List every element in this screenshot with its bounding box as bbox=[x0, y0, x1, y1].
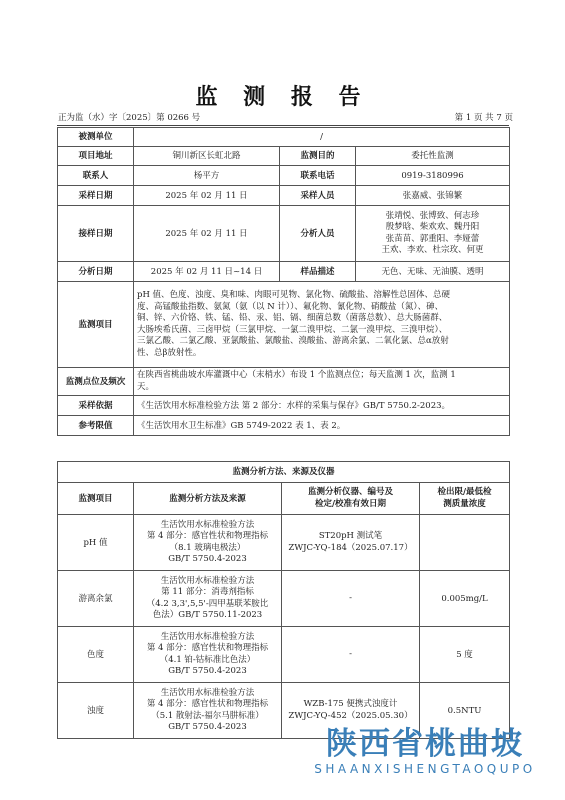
method-line: 第 4 部分：感官性状和物理指标 bbox=[146, 699, 269, 709]
sampler-label: 采样人员 bbox=[280, 186, 356, 206]
col-header-limit-line: 测质量浓度 bbox=[443, 498, 486, 509]
methods-table bbox=[57, 461, 510, 739]
analyst-line: 殷梦晗、柴欢欢、魏丹阳 bbox=[385, 222, 480, 232]
phone-value: 0919-3180996 bbox=[356, 166, 510, 186]
method-line: GB/T 5750.4-2023 bbox=[168, 554, 247, 564]
points-value bbox=[134, 368, 510, 396]
row-instrument bbox=[282, 627, 420, 683]
row-method bbox=[134, 515, 282, 571]
purpose-value: 委托性监测 bbox=[356, 147, 510, 166]
analyst-line: 王欢、李欢、杜宗玫、何更 bbox=[381, 245, 484, 255]
table-row bbox=[58, 515, 510, 571]
row-limit: 0.005mg/L bbox=[420, 571, 510, 627]
receive-date-label: 接样日期 bbox=[58, 206, 134, 262]
analysis-date-value: 2025 年 02 月 11 日~14 日 bbox=[134, 262, 280, 282]
contact-value: 杨平方 bbox=[134, 166, 280, 186]
points-line: 在陕西省桃曲坡水库灌溉中心（末梢水）布设 1 个监测点位；每天监测 1 次，监测 1 bbox=[137, 370, 456, 380]
row-item: 色度 bbox=[58, 627, 134, 683]
purpose-label: 监测目的 bbox=[280, 147, 356, 166]
unit-label: 被测单位 bbox=[58, 128, 134, 147]
col-header-item: 监测项目 bbox=[58, 483, 134, 515]
page-indicator: 第 1 页 共 7 页 bbox=[454, 113, 513, 123]
items-line: 大肠埃希氏菌、三卤甲烷（三氯甲烷、一氯二溴甲烷、二氯一溴甲烷、三溴甲烷）、 bbox=[137, 324, 448, 335]
col-header-limit-line: 检出限/最低检 bbox=[437, 487, 492, 497]
method-line: 生活饮用水标准检验方法 bbox=[160, 631, 255, 642]
method-line: 第 11 部分：消毒剂指标 bbox=[161, 587, 254, 597]
row-instrument bbox=[282, 571, 420, 627]
analyst-label: 分析人员 bbox=[280, 206, 356, 262]
row-method bbox=[134, 683, 282, 739]
basis-value: 《生活饮用水标准检验方法 第 2 部分：水样的采集与保存》GB/T 5750.2-2023。 bbox=[134, 396, 510, 416]
basis-label: 采样依据 bbox=[58, 396, 134, 416]
instrument-line: ZWJC-YQ-452（2025.05.30） bbox=[288, 710, 413, 721]
header-rule bbox=[57, 125, 509, 126]
method-line: GB/T 5750.4-2023 bbox=[168, 666, 247, 676]
sample-date-label: 采样日期 bbox=[58, 186, 134, 206]
points-line: 天。 bbox=[137, 381, 155, 392]
contact-label: 联系人 bbox=[58, 166, 134, 186]
method-line: （5.1 散射法-福尔马肼标准） bbox=[151, 710, 264, 721]
items-line: 三氯乙酸、二氯乙酸、亚氯酸盐、氯酸盐、溴酸盐、游离余氯、二氧化氯、总α放射 bbox=[137, 336, 449, 346]
items-label: 监测项目 bbox=[58, 282, 134, 368]
items-line: 性、总β放射性。 bbox=[137, 347, 202, 358]
row-limit bbox=[420, 515, 510, 571]
row-instrument bbox=[282, 515, 420, 571]
instrument-line: ST20pH 测试笔 bbox=[318, 531, 383, 541]
method-line: 色法）GB/T 5750.11-2023 bbox=[152, 610, 263, 620]
points-label: 监测点位及频次 bbox=[58, 368, 134, 396]
analysis-date-label: 分析日期 bbox=[58, 262, 134, 282]
address-label: 项目地址 bbox=[58, 147, 134, 166]
report-title: 监 测 报 告 bbox=[195, 84, 370, 110]
watermark-en: SHAANXISHENGTAOQUPO bbox=[314, 762, 536, 776]
instrument-line: - bbox=[349, 648, 352, 659]
row-limit: 0.5NTU bbox=[420, 683, 510, 739]
methods-section-title: 监测分析方法、来源及仪器 bbox=[58, 462, 510, 483]
method-line: 第 4 部分：感官性状和物理指标 bbox=[146, 643, 269, 653]
col-header-instrument-line: 监测分析仪器、编号及 bbox=[307, 487, 393, 497]
table-row bbox=[58, 571, 510, 627]
watermark-cn: 陕西省桃曲坡 bbox=[326, 726, 524, 762]
items-list bbox=[134, 282, 510, 368]
row-item: pH 值 bbox=[58, 515, 134, 571]
col-header-instrument-line: 检定/校准有效日期 bbox=[314, 498, 387, 509]
method-line: （4.1 铂-钴标准比色法） bbox=[159, 654, 256, 665]
col-header-limit bbox=[420, 483, 510, 515]
unit-value: / bbox=[134, 128, 510, 147]
report-info-table bbox=[57, 127, 510, 436]
analyst-list bbox=[356, 206, 510, 262]
table-row bbox=[58, 627, 510, 683]
row-method bbox=[134, 571, 282, 627]
items-line: pH 值、色度、浊度、臭和味、肉眼可见物、氯化物、硫酸盐、溶解性总固体、总硬 bbox=[137, 290, 451, 300]
method-line: （4.2 3,3',5,5'-四甲基联苯胺比 bbox=[146, 598, 269, 609]
method-line: 生活饮用水标准检验方法 bbox=[160, 575, 255, 586]
analyst-line: 张苗苗、郭重阳、李娅蕾 bbox=[385, 233, 480, 244]
row-item: 浊度 bbox=[58, 683, 134, 739]
items-line: 铜、锌、六价铬、铁、锰、铅、汞、铝、镉、细菌总数（菌落总数）、总大肠菌群、 bbox=[137, 313, 448, 323]
method-line: 生活饮用水标准检验方法 bbox=[160, 687, 255, 698]
phone-label: 联系电话 bbox=[280, 166, 356, 186]
limit-value: 《生活饮用水卫生标准》GB 5749-2022 表 1、表 2。 bbox=[134, 416, 510, 436]
receive-date-value: 2025 年 02 月 11 日 bbox=[134, 206, 280, 262]
sample-desc-value: 无色、无味、无油膜、透明 bbox=[356, 262, 510, 282]
row-method bbox=[134, 627, 282, 683]
instrument-line: ZWJC-YQ-184（2025.07.17） bbox=[288, 542, 413, 553]
row-item: 游离余氯 bbox=[58, 571, 134, 627]
row-limit: 5 度 bbox=[420, 627, 510, 683]
instrument-line: WZB-175 便携式浊度计 bbox=[303, 699, 398, 709]
sample-desc-label: 样品描述 bbox=[280, 262, 356, 282]
address-value: 铜川新区长虹北路 bbox=[134, 147, 280, 166]
col-header-method: 监测分析方法及来源 bbox=[134, 483, 282, 515]
document-number: 正为监（水）字〔2025〕第 0266 号 bbox=[58, 113, 201, 123]
sample-date-value: 2025 年 02 月 11 日 bbox=[134, 186, 280, 206]
method-line: （8.1 玻璃电极法） bbox=[169, 542, 246, 553]
col-header-instrument bbox=[282, 483, 420, 515]
analyst-line: 张靖悦、张博致、何志珍 bbox=[385, 210, 480, 221]
instrument-line: - bbox=[349, 592, 352, 603]
watermark-logo bbox=[300, 727, 550, 777]
method-line: 生活饮用水标准检验方法 bbox=[160, 519, 255, 530]
method-line: GB/T 5750.4-2023 bbox=[168, 722, 247, 732]
limit-label: 参考限值 bbox=[58, 416, 134, 436]
method-line: 第 4 部分：感官性状和物理指标 bbox=[146, 531, 269, 541]
items-line: 度、高锰酸盐指数、氨氮（氨（以 N 计））、氟化物、氰化物、硝酸盐（氮）、砷、 bbox=[137, 301, 444, 312]
sampler-value: 张嘉威、张锦繁 bbox=[356, 186, 510, 206]
